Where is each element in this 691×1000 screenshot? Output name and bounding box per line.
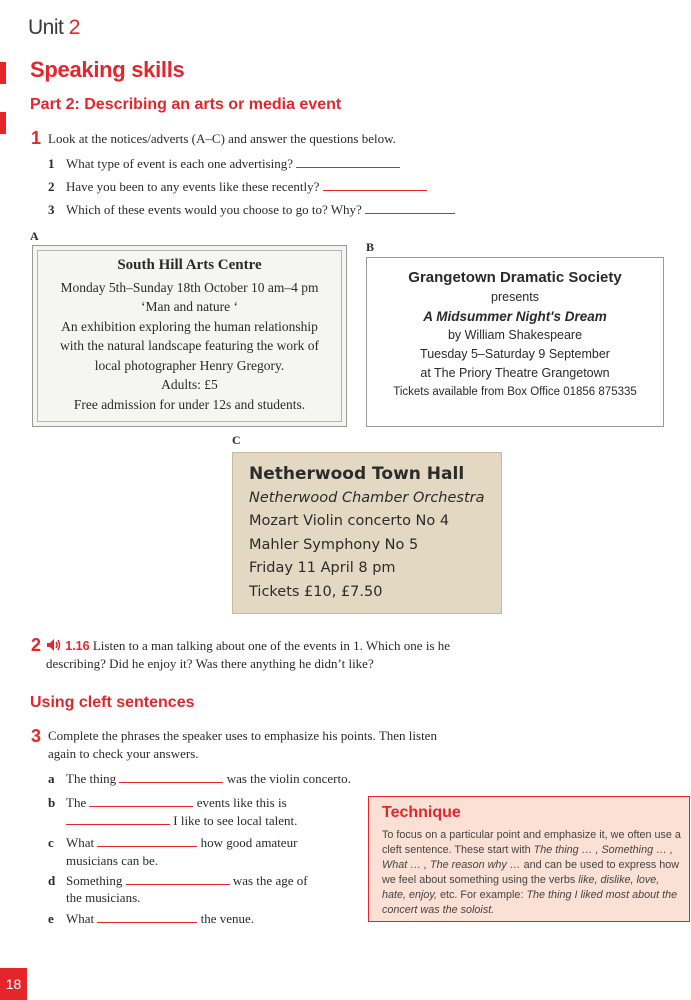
unit-label: Unit (28, 16, 64, 39)
q3-item: c What how good amateur (48, 835, 298, 850)
notice-a-line: with the natural landscape featuring the work of (59, 338, 320, 353)
notice-b-dates: Tuesday 5–Saturday 9 September (420, 347, 610, 361)
notice-c-line: Mahler Symphony No 5 (249, 536, 419, 553)
answer-blank[interactable] (89, 795, 193, 807)
notice-a-letter: A (30, 229, 39, 243)
q1-item: 3 Which of these events would you choose to go to? Why? (48, 201, 455, 219)
q2-line: Listen to a man talking about one of the events in 1. Which one is he (92, 638, 451, 653)
notice-b-author: by William Shakespeare (447, 328, 583, 342)
cleft-heading: Using cleft sentences (30, 694, 195, 711)
notice-c-text (249, 463, 485, 604)
notice-a-line: An exhibition exploring the human relationship (61, 318, 318, 334)
technique-box (368, 796, 690, 922)
notice-c-line: Tickets £10, £7.50 (249, 583, 383, 600)
answer-blank[interactable] (66, 813, 170, 825)
notice-a-title: South Hill Arts Centre (117, 257, 262, 273)
answer-blank[interactable] (119, 771, 223, 783)
notice-a (32, 245, 347, 427)
notice-c-orchestra: Netherwood Chamber Orchestra (249, 489, 485, 506)
notice-c-letter: C (232, 433, 241, 447)
notice-c-line: Mozart Violin concerto No 4 (249, 513, 450, 529)
page-title: Speaking skills (30, 57, 185, 82)
notice-c-line: Friday 11 April 8 pm (249, 560, 396, 576)
q3-number: 3 (31, 726, 42, 746)
notice-a-line: ‘Man and nature ‘ (140, 299, 239, 314)
technique-body: To focus on a particular point and emphasize it, we often use a cleft sentence. These start with The thing … , Something … , What … , The reason why … and can be used to express how we feel about something using the verbs like, dislike, love, hate, enjoy, etc. For example: The thing I liked most about the concert was the soloist. (382, 829, 681, 916)
answer-blank[interactable] (97, 835, 197, 847)
q3-item-continuation: I like to see local talent. (66, 812, 297, 830)
audio-track[interactable]: 1.16 (65, 639, 90, 653)
q3-item: d Something was the age of (48, 873, 308, 888)
q3-item: a The thing was the violin concerto. (48, 771, 351, 786)
q3-item-continuation: musicians can be. (66, 853, 159, 868)
notice-b (366, 257, 664, 427)
q2-number: 2 (31, 635, 42, 655)
notice-b-venue: at The Priory Theatre Grangetown (420, 366, 610, 380)
q3-line: Complete the phrases the speaker uses to emphasize his points. Then listen (48, 728, 437, 743)
q3-item: b The events like this is (48, 795, 287, 810)
answer-blank[interactable] (296, 156, 400, 168)
notice-c (232, 452, 502, 614)
notice-b-presents: presents (491, 290, 539, 304)
part-heading: Part 2: Describing an arts or media event (30, 96, 342, 113)
page-number: 18 (0, 968, 27, 1000)
notice-a-line: Adults: £5 (161, 377, 218, 392)
notice-a-text (33, 256, 346, 414)
unit-number: 2 (68, 16, 80, 39)
q3-instruction (48, 727, 437, 763)
q2-line: describing? Did he enjoy it? Was there anything he didn’t like? (46, 656, 374, 671)
notice-b-text (367, 268, 663, 402)
q1-instruction: Look at the notices/adverts (A–C) and answer the questions below. (48, 131, 396, 146)
margin-marker (0, 62, 6, 84)
answer-blank[interactable] (97, 911, 197, 923)
notice-b-title: Grangetown Dramatic Society (408, 269, 622, 286)
margin-marker (0, 112, 6, 134)
answer-blank[interactable] (365, 202, 455, 214)
notice-c-title: Netherwood Town Hall (249, 464, 465, 484)
notice-b-play: A Midsummer Night's Dream (423, 309, 607, 324)
answer-blank[interactable] (323, 179, 427, 191)
q1-item: 2 Have you been to any events like these recently? (48, 178, 427, 196)
answer-blank[interactable] (126, 873, 230, 885)
notice-a-line: Monday 5th–Sunday 18th October 10 am–4 pm (60, 279, 319, 295)
notice-a-line: local photographer Henry Gregory. (94, 357, 285, 373)
q3-item-continuation: the musicians. (66, 890, 141, 905)
q1-number: 1 (31, 128, 42, 148)
q1-item: 1 What type of event is each one advertising? (48, 155, 400, 173)
notice-b-letter: B (366, 240, 375, 254)
q3-line: again to check your answers. (48, 746, 199, 761)
technique-title: Technique (382, 804, 461, 821)
audio-speaker-icon[interactable] (46, 638, 62, 652)
notice-b-tickets: Tickets available from Box Office 01856 875335 (393, 386, 637, 398)
notice-a-line: Free admission for under 12s and students. (73, 396, 306, 412)
q3-item: e What the venue. (48, 911, 255, 926)
q2-text (46, 637, 516, 673)
unit-header (28, 16, 80, 40)
